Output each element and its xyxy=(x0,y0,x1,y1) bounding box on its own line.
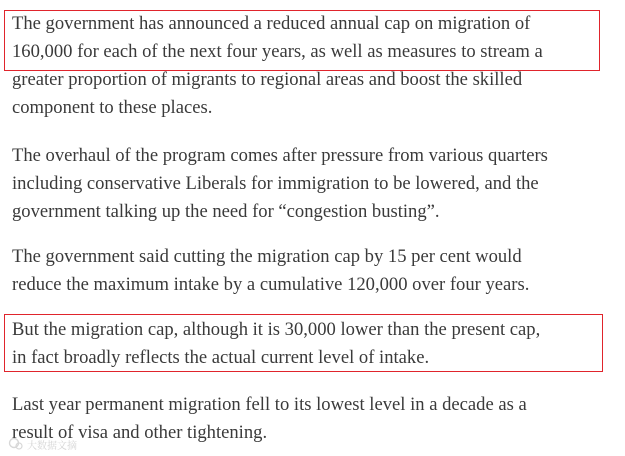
paragraph-line: 160,000 for each of the next four years, as well as measures to stream a xyxy=(12,41,543,62)
paragraph-line: The government has announced a reduced annual cap on migration of xyxy=(12,13,531,34)
paragraph-line: including conservative Liberals for immigration to be lowered, and the xyxy=(12,173,539,194)
paragraph-line: government talking up the need for “congestion busting”. xyxy=(12,201,440,222)
paragraph-line: But the migration cap, although it is 30,000 lower than the present cap, xyxy=(12,319,541,340)
paragraph-line: reduce the maximum intake by a cumulative 120,000 over four years. xyxy=(12,274,530,295)
watermark-text: 大数据文摘 xyxy=(27,440,77,452)
watermark-logo-icon xyxy=(8,437,24,451)
highlight-box-migration-cap xyxy=(4,314,603,372)
paragraph-line: component to these places. xyxy=(12,97,213,118)
paragraph-line: in fact broadly reflects the actual current level of intake. xyxy=(12,347,430,368)
paragraph-line: The overhaul of the program comes after pressure from various quarters xyxy=(12,145,548,166)
highlight-box-first-paragraph xyxy=(4,10,600,71)
watermark xyxy=(8,436,77,452)
paragraph-cap-cut xyxy=(12,243,612,299)
paragraph-permanent-migration xyxy=(12,391,612,447)
paragraph-program-overhaul xyxy=(12,142,612,226)
paragraph-line: The government said cutting the migration cap by 15 per cent would xyxy=(12,246,522,267)
paragraph-line: greater proportion of migrants to regional areas and boost the skilled xyxy=(12,69,523,90)
paragraph-line: result of visa and other tightening. xyxy=(12,422,268,443)
paragraph-line: Last year permanent migration fell to its lowest level in a decade as a xyxy=(12,394,527,415)
